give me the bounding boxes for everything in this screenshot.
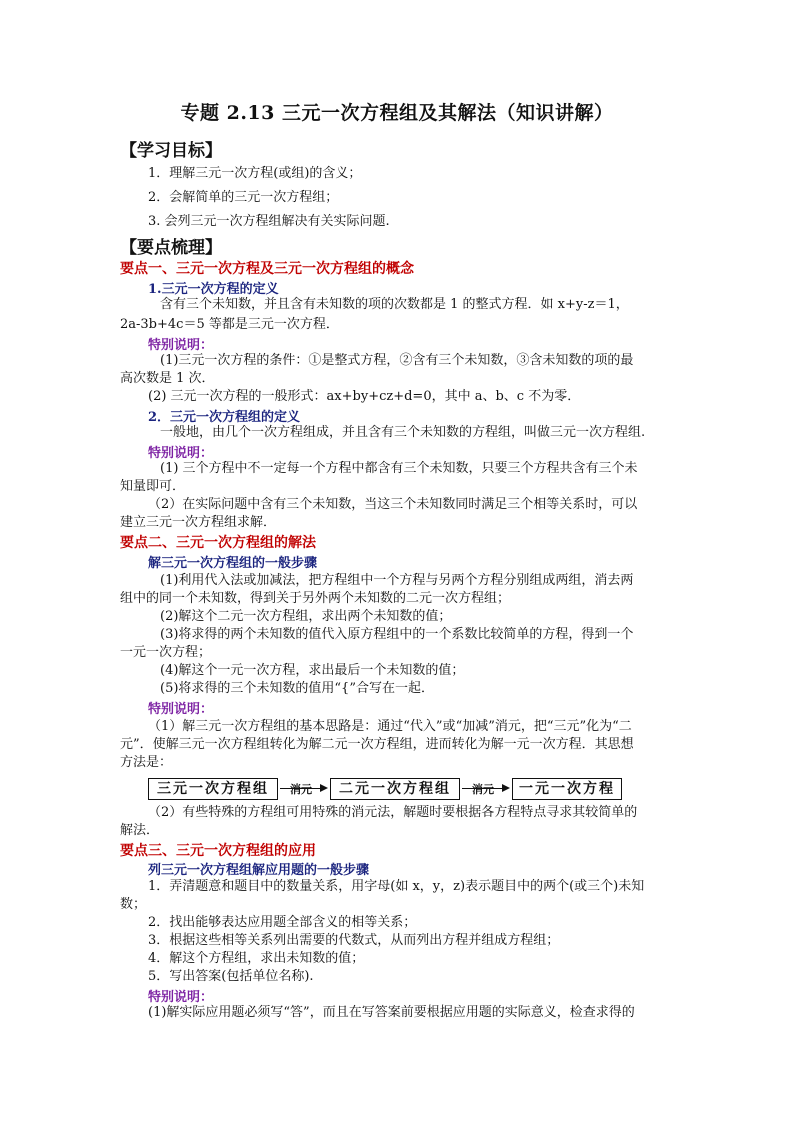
step-line: (4)解这个一元一次方程，求出最后一个未知数的值； [160,663,465,678]
step-line: 组中的同一个未知数，得到关于另外两个未知数的二元一次方程组； [120,591,511,606]
step-line: (1)利用代入法或加减法，把方程组中一个方程与另两个方程分别组成两组，消去两 [160,573,634,588]
note-line: (1)三元一次方程的条件：①是整式方程，②含有三个未知数，③含未知数的项的最 [160,353,634,368]
steps-title: 解三元一次方程组的一般步骤 [148,556,318,571]
point3-title: 要点三、三元一次方程组的应用 [120,843,316,859]
elimination-flow-diagram [148,776,628,802]
flow-box-one-variable: 一元一次方程 [512,778,622,800]
page-title: 专题 2.13 三元一次方程组及其解法（知识讲解） [180,102,614,124]
note-line: (1) 三个方程中不一定每一个方程中都含有三个未知数，只要三个方程共含有三个未 [160,461,638,476]
step-line: 3．根据这些相等关系列出需要的代数式，从而列出方程并组成方程组； [148,933,560,948]
flow-arrow-label: 消元 [290,783,312,796]
def2-title: 2．三元一次方程组的定义 [148,410,301,425]
note-line: （2）在实际问题中含有三个未知数，当这三个未知数同时满足三个相等关系时，可以 [148,497,638,512]
note-line: 元”．使解三元一次方程组转化为解二元一次方程组，进而转化为解一元一次方程．其思想 [120,737,634,752]
objectives-heading: 【学习目标】 [120,141,222,161]
note-label: 特别说明： [148,702,214,717]
step-line: 5．写出答案(包括单位名称). [148,969,314,984]
note-label: 特别说明： [148,338,214,353]
flow-box-three-variable: 三元一次方程组 [148,778,278,800]
step-line: 一元一次方程； [120,645,212,660]
objective-item: 2．会解简单的三元一次方程组； [148,190,339,205]
note-line: （2）有些特殊的方程组可用特殊的消元法，解题时要根据各方程特点寻求其较简单的 [148,805,638,820]
step-line: 4．解这个方程组，求出未知数的值； [148,951,365,966]
note-line: 知量即可． [120,479,186,494]
note-label: 特别说明： [148,990,214,1005]
note-line: (1)解实际应用题必须写“答”，而且在写答案前要根据应用题的实际意义，检查求得的 [148,1005,635,1020]
def1-title: 1.三元一次方程的定义 [148,282,279,297]
note-line: 解法． [120,823,160,838]
step-line: (3)将求得的两个未知数的值代入原方程组中的一个系数比较简单的方程，得到一个 [160,627,634,642]
def1-line: 2a-3b+4c＝5 等都是三元一次方程． [120,317,339,332]
review-heading: 【要点梳理】 [120,238,222,258]
note-line: 高次数是 1 次． [120,371,215,386]
def1-line: 含有三个未知数，并且含有未知数的项的次数都是 1 的整式方程．如 x+y-z＝1， [160,297,629,312]
step-line: (5)将求得的三个未知数的值用“{”合写在一起． [160,681,434,696]
step-line: 1．弄清题意和题目中的数量关系，用字母(如 x，y，z)表示题目中的两个(或三个)未知 [148,879,645,894]
note-line: 方法是： [120,755,173,770]
flow-arrow-icon [462,783,508,796]
step-line: 数； [120,897,147,912]
note-line: （1）解三元一次方程组的基本思路是：通过“代入”或“加减”消元，把“三元”化为“二 [148,719,632,734]
objective-item: 3. 会列三元一次方程组解决有关实际问题. [148,214,390,229]
point1-title: 要点一、三元一次方程及三元一次方程组的概念 [120,261,414,277]
step-line: 2．找出能够表达应用题全部含义的相等关系； [148,915,417,930]
def2-line: 一般地，由几个一次方程组成，并且含有三个未知数的方程组，叫做三元一次方程组. [160,425,646,440]
note-label: 特别说明： [148,446,214,461]
flow-arrow-label: 消元 [472,783,494,796]
note-line: 建立三元一次方程组求解． [120,515,277,530]
flow-box-two-variable: 二元一次方程组 [330,778,460,800]
note-line: (2) 三元一次方程的一般形式：ax+by+cz+d=0，其中 a、b、c 不为零． [148,389,581,404]
step-line: (2)解这个二元一次方程组，求出两个未知数的值； [160,609,452,624]
objective-item: 1．理解三元一次方程(或组)的含义； [148,166,362,181]
flow-arrow-icon [280,783,326,796]
point2-title: 要点二、三元一次方程组的解法 [120,535,316,551]
steps-title: 列三元一次方程组解应用题的一般步骤 [148,863,370,878]
